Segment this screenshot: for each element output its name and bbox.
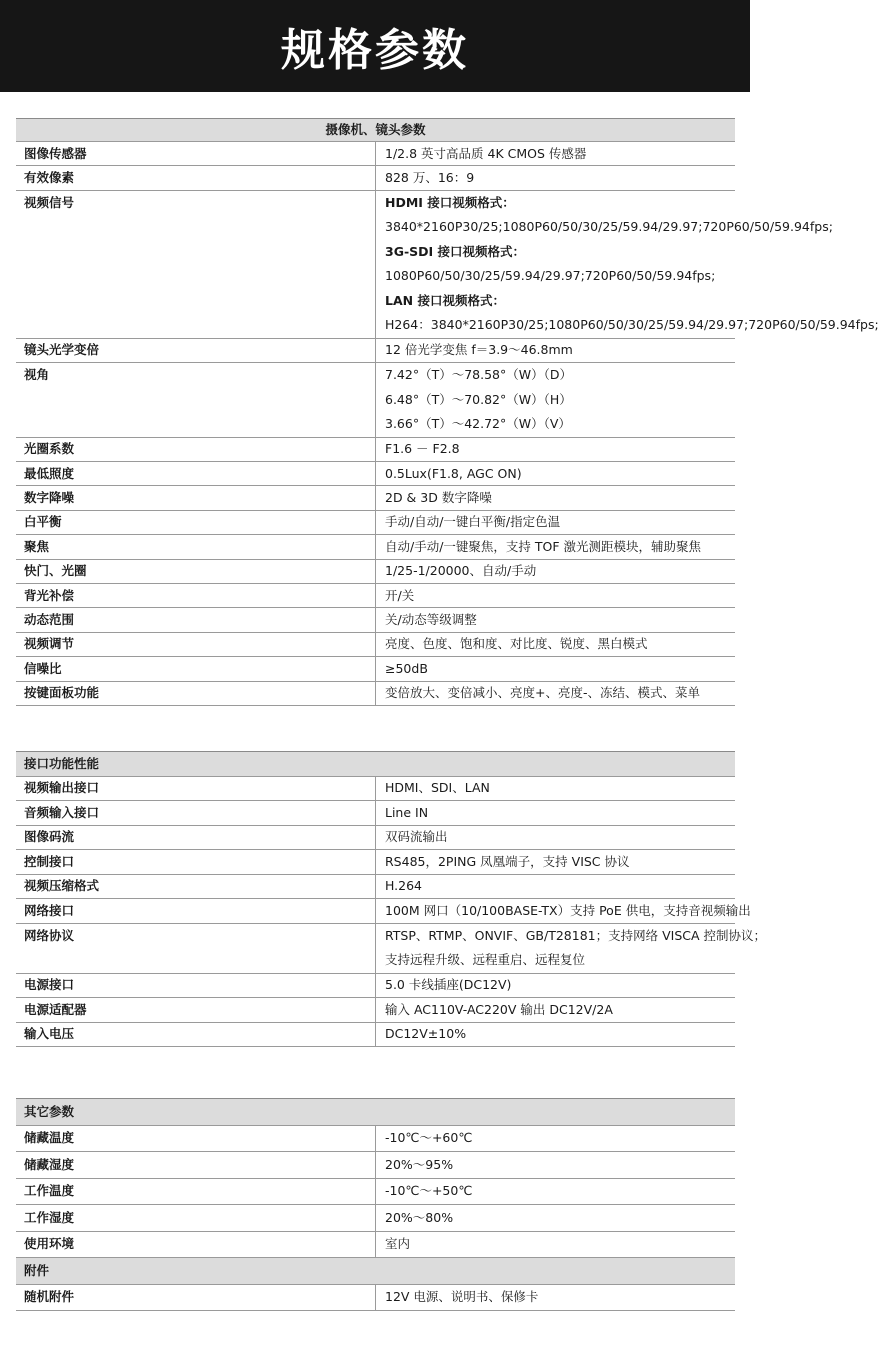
spec-value: 20%～95% [376, 1152, 736, 1179]
table-row [16, 462, 735, 486]
spec-value: 12V 电源、说明书、保修卡 [376, 1284, 736, 1311]
section-title-accessories: 附件 [16, 1258, 735, 1285]
spec-value: HDMI、SDI、LAN [376, 776, 736, 801]
section-title-interface: 接口功能性能 [16, 752, 735, 777]
spec-value: F1.6 － F2.8 [376, 437, 736, 461]
spec-value: 0.5Lux(F1.8, AGC ON) [376, 462, 736, 486]
spec-label: 背光补偿 [16, 584, 376, 608]
spec-value: 自动/手动/一键聚焦，支持 TOF 激光测距模块，辅助聚焦 [376, 535, 736, 559]
spec-label: 最低照度 [16, 462, 376, 486]
spec-label: 工作湿度 [16, 1205, 376, 1232]
spec-label: 控制接口 [16, 850, 376, 875]
spec-label: 聚焦 [16, 535, 376, 559]
spec-label: 工作温度 [16, 1178, 376, 1205]
table-row [16, 899, 735, 924]
spec-label: 电源接口 [16, 973, 376, 998]
table-row [16, 608, 735, 632]
section-header-row [16, 1258, 735, 1285]
other-spec-table [16, 1098, 735, 1311]
table-row [16, 1231, 735, 1258]
spec-label: 随机附件 [16, 1284, 376, 1311]
spec-value: 手动/自动/一键白平衡/指定色温 [376, 510, 736, 534]
table-row [16, 923, 735, 973]
spec-label: 网络接口 [16, 899, 376, 924]
section-header-row [16, 1099, 735, 1126]
table-row [16, 142, 735, 166]
table-row [16, 776, 735, 801]
spec-subheading: HDMI 接口视频格式： [385, 194, 515, 210]
spec-value-multiline [376, 363, 736, 438]
spec-label: 图像码流 [16, 825, 376, 850]
spec-value-line: 7.42°（T）～78.58°（W）（D） [385, 367, 572, 383]
spec-label: 储藏湿度 [16, 1152, 376, 1179]
spec-value: 亮度、色度、饱和度、对比度、锐度、黑白模式 [376, 632, 736, 656]
spec-value: 20%～80% [376, 1205, 736, 1232]
spec-label: 快门、光圈 [16, 559, 376, 583]
spec-subheading: LAN 接口视频格式： [385, 292, 505, 308]
table-row [16, 510, 735, 534]
table-row [16, 973, 735, 998]
spec-value: 室内 [376, 1231, 736, 1258]
spec-label: 电源适配器 [16, 998, 376, 1023]
spec-label: 动态范围 [16, 608, 376, 632]
table-row [16, 166, 735, 190]
spec-label: 光圈系数 [16, 437, 376, 461]
spec-label: 储藏温度 [16, 1125, 376, 1152]
spec-label: 网络协议 [16, 923, 376, 973]
spec-value: 双码流输出 [376, 825, 736, 850]
spec-value: 输入 AC110V-AC220V 输出 DC12V/2A [376, 998, 736, 1023]
spec-label: 音频输入接口 [16, 801, 376, 826]
spec-label: 视频信号 [16, 190, 376, 338]
spec-value-line: RTSP、RTMP、ONVIF、GB/T28181；支持网络 VISCA 控制协议； [385, 927, 767, 943]
table-row [16, 486, 735, 510]
spec-label: 白平衡 [16, 510, 376, 534]
table-row [16, 437, 735, 461]
spec-value: Line IN [376, 801, 736, 826]
spec-value-multiline [376, 923, 767, 973]
spec-value: 开/关 [376, 584, 736, 608]
spec-value: DC12V±10% [376, 1022, 736, 1047]
spec-label: 图像传感器 [16, 142, 376, 166]
spec-label: 视频调节 [16, 632, 376, 656]
table-row [16, 681, 735, 705]
spec-value: 2D & 3D 数字降噪 [376, 486, 736, 510]
table-row [16, 1152, 735, 1179]
spec-value: 12 倍光学变焦 f＝3.9～46.8mm [376, 338, 736, 362]
spec-label: 视频压缩格式 [16, 874, 376, 899]
spec-label: 视角 [16, 363, 376, 438]
table-row [16, 801, 735, 826]
table-row [16, 874, 735, 899]
spec-value: RS485，2PING 凤凰端子，支持 VISC 协议 [376, 850, 736, 875]
table-row [16, 825, 735, 850]
spec-value: ≥50dB [376, 657, 736, 681]
spec-label: 镜头光学变倍 [16, 338, 376, 362]
spec-label: 数字降噪 [16, 486, 376, 510]
spec-value: H.264 [376, 874, 736, 899]
spec-value: 5.0 卡线插座(DC12V) [376, 973, 736, 998]
spec-value: -10℃～+60℃ [376, 1125, 736, 1152]
section-title-other: 其它参数 [16, 1099, 735, 1126]
section-title-camera: 摄像机、镜头参数 [16, 119, 735, 142]
spec-value: 关/动态等级调整 [376, 608, 736, 632]
spec-value: 100M 网口（10/100BASE-TX）支持 PoE 供电，支持音视频输出 [376, 899, 736, 924]
spec-label: 有效像素 [16, 166, 376, 190]
page-title: 规格参数 [0, 0, 750, 92]
spec-value-line: H264：3840*2160P30/25;1080P60/50/30/25/59.94/29.97;720P60/50/59.94fps; [385, 317, 879, 333]
table-row [16, 1022, 735, 1047]
spec-subheading: 3G-SDI 接口视频格式： [385, 243, 526, 259]
spec-value-line: 3840*2160P30/25;1080P60/50/30/25/59.94/29.97;720P60/50/59.94fps; [385, 219, 833, 235]
table-row [16, 1205, 735, 1232]
spec-label: 使用环境 [16, 1231, 376, 1258]
spec-value: 1/2.8 英寸高品质 4K CMOS 传感器 [376, 142, 736, 166]
spec-label: 视频输出接口 [16, 776, 376, 801]
spec-label: 信噪比 [16, 657, 376, 681]
table-row [16, 657, 735, 681]
spec-label: 输入电压 [16, 1022, 376, 1047]
table-row [16, 1178, 735, 1205]
section-header-row [16, 752, 735, 777]
spec-value-line: 3.66°（T）～42.72°（W）（V） [385, 416, 571, 432]
table-row [16, 1125, 735, 1152]
camera-spec-table [16, 118, 879, 706]
section-header-row [16, 119, 735, 142]
spec-value-multiline [376, 190, 879, 338]
table-row [16, 584, 735, 608]
spec-value: 1/25-1/20000、自动/手动 [376, 559, 736, 583]
spec-value-line: 1080P60/50/30/25/59.94/29.97;720P60/50/59.94fps; [385, 268, 716, 284]
interface-spec-table [16, 751, 767, 1047]
spec-value: -10℃～+50℃ [376, 1178, 736, 1205]
table-row [16, 535, 735, 559]
spec-label: 按键面板功能 [16, 681, 376, 705]
table-row [16, 363, 735, 438]
table-row [16, 559, 735, 583]
spec-value-line: 6.48°（T）～70.82°（W）（H） [385, 391, 572, 407]
table-row [16, 632, 735, 656]
table-row [16, 850, 735, 875]
table-row [16, 338, 735, 362]
spec-value: 变倍放大、变倍减小、亮度+、亮度-、冻结、模式、菜单 [376, 681, 736, 705]
table-row [16, 1284, 735, 1311]
spec-value: 828 万、16：9 [376, 166, 736, 190]
table-row [16, 998, 735, 1023]
table-row [16, 190, 735, 338]
spec-value-line: 支持远程升级、远程重启、远程复位 [385, 952, 586, 967]
